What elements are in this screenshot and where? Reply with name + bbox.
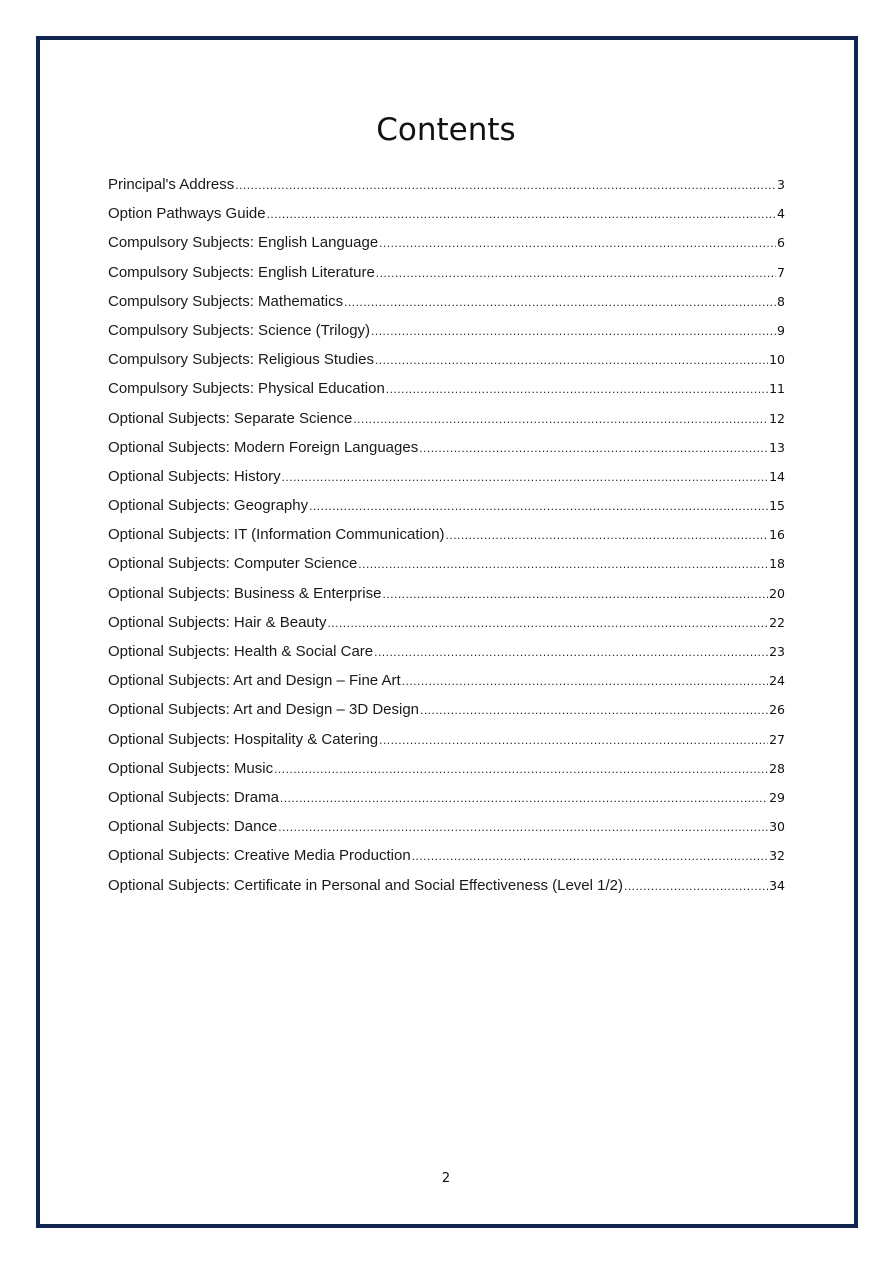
toc-entry-label: Optional Subjects: Computer Science [108, 555, 358, 573]
toc-entry[interactable] [108, 293, 785, 322]
toc-entry[interactable] [108, 322, 785, 351]
toc-entry[interactable] [108, 439, 785, 468]
toc-entry-label: Optional Subjects: Business & Enterprise [108, 584, 382, 602]
table-of-contents [108, 176, 785, 906]
toc-entry-page: 32 [769, 848, 785, 864]
toc-entry[interactable] [108, 731, 785, 760]
toc-entry-label: Optional Subjects: Creative Media Production [108, 847, 411, 865]
toc-dot-leader [353, 412, 768, 426]
toc-entry[interactable] [108, 555, 785, 584]
toc-dot-leader [371, 324, 776, 338]
toc-dot-leader [282, 470, 769, 484]
toc-entry-page: 28 [769, 760, 785, 776]
toc-dot-leader [358, 557, 768, 571]
toc-entry-page: 24 [769, 673, 785, 689]
toc-entry-label: Optional Subjects: Art and Design – 3D Design [108, 701, 420, 719]
toc-entry-label: Option Pathways Guide [108, 205, 266, 223]
toc-entry-label: Optional Subjects: Drama [108, 788, 279, 806]
toc-entry-page: 27 [769, 731, 785, 747]
toc-entry-label: Optional Subjects: Hair & Beauty [108, 613, 327, 631]
toc-entry-label: Compulsory Subjects: Mathematics [108, 292, 344, 310]
toc-entry-page: 20 [769, 585, 785, 601]
toc-dot-leader [624, 879, 768, 893]
toc-entry-page: 11 [769, 381, 785, 397]
toc-entry-label: Compulsory Subjects: Physical Education [108, 380, 385, 398]
toc-entry-page: 7 [777, 264, 785, 280]
toc-entry[interactable] [108, 760, 785, 789]
toc-entry[interactable] [108, 410, 785, 439]
toc-entry[interactable] [108, 672, 785, 701]
toc-entry-page: 16 [769, 527, 785, 543]
toc-entry[interactable] [108, 585, 785, 614]
toc-entry-page: 15 [769, 498, 785, 514]
toc-dot-leader [420, 703, 768, 717]
toc-entry[interactable] [108, 234, 785, 263]
toc-entry-label: Optional Subjects: Geography [108, 497, 309, 515]
toc-dot-leader [327, 616, 768, 630]
toc-entry-page: 26 [769, 702, 785, 718]
toc-entry-label: Optional Subjects: Art and Design – Fine Art [108, 672, 401, 690]
toc-entry-label: Optional Subjects: Dance [108, 818, 278, 836]
toc-entry-page: 23 [769, 644, 785, 659]
toc-entry-label: Compulsory Subjects: English Literature [108, 263, 375, 281]
toc-dot-leader [235, 178, 776, 192]
toc-entry[interactable] [108, 176, 785, 205]
toc-entry-label: Optional Subjects: Health & Social Care [108, 643, 374, 660]
toc-dot-leader [344, 295, 776, 309]
toc-entry-page: 30 [769, 819, 785, 835]
toc-entry-page: 6 [777, 235, 785, 251]
toc-entry-page: 22 [769, 614, 785, 630]
toc-entry[interactable] [108, 468, 785, 497]
toc-entry[interactable] [108, 351, 785, 380]
toc-dot-leader [379, 236, 776, 250]
toc-dot-leader [375, 353, 768, 367]
toc-dot-leader [419, 441, 768, 455]
toc-entry[interactable] [108, 643, 785, 672]
toc-entry[interactable] [108, 205, 785, 234]
toc-dot-leader [382, 587, 768, 601]
toc-entry-label: Optional Subjects: Modern Foreign Languages [108, 438, 419, 456]
toc-entry-page: 34 [769, 877, 785, 893]
toc-entry-label: Optional Subjects: Music [108, 759, 274, 777]
toc-entry-label: Optional Subjects: IT (Information Communication) [108, 526, 445, 544]
toc-dot-leader [376, 266, 776, 280]
toc-entry-label: Optional Subjects: History [108, 467, 281, 485]
toc-entry-label: Compulsory Subjects: Religious Studies [108, 351, 374, 369]
toc-entry[interactable] [108, 526, 785, 555]
toc-entry[interactable] [108, 264, 785, 293]
toc-dot-leader [309, 499, 768, 513]
toc-dot-leader [412, 849, 768, 863]
toc-dot-leader [280, 791, 768, 805]
toc-entry-page: 18 [769, 556, 785, 572]
toc-dot-leader [379, 733, 768, 747]
toc-entry-label: Optional Subjects: Hospitality & Catering [108, 730, 379, 748]
toc-entry-label: Optional Subjects: Certificate in Personal and Social Effectiveness (Level 1/2) [108, 876, 623, 894]
toc-dot-leader [446, 528, 769, 542]
toc-entry-label: Optional Subjects: Separate Science [108, 409, 353, 427]
toc-entry[interactable] [108, 847, 785, 876]
toc-entry-page: 4 [777, 206, 785, 222]
toc-entry[interactable] [108, 789, 785, 818]
toc-dot-leader [267, 207, 776, 221]
page-title: Contents [376, 112, 516, 148]
toc-dot-leader [274, 762, 768, 776]
toc-entry-page: 12 [769, 410, 785, 426]
toc-entry-page: 14 [769, 468, 785, 484]
page-number: 2 [441, 1171, 451, 1186]
toc-entry[interactable] [108, 701, 785, 730]
toc-entry-page: 3 [777, 177, 785, 192]
toc-entry-page: 29 [769, 789, 785, 805]
toc-dot-leader [386, 382, 768, 396]
toc-dot-leader [374, 645, 768, 659]
toc-dot-leader [402, 674, 768, 688]
toc-entry-page: 8 [777, 293, 785, 309]
toc-entry[interactable] [108, 877, 785, 906]
toc-entry-page: 9 [777, 322, 785, 338]
toc-entry-page: 13 [769, 439, 785, 455]
toc-entry[interactable] [108, 380, 785, 409]
toc-entry-label: Principal's Address [108, 176, 235, 193]
toc-entry-label: Compulsory Subjects: Science (Trilogy) [108, 321, 371, 339]
toc-entry-page: 10 [769, 352, 785, 368]
toc-entry[interactable] [108, 818, 785, 847]
toc-entry-label: Compulsory Subjects: English Language [108, 234, 379, 252]
toc-dot-leader [278, 820, 768, 834]
toc-entry[interactable] [108, 614, 785, 643]
toc-entry[interactable] [108, 497, 785, 526]
